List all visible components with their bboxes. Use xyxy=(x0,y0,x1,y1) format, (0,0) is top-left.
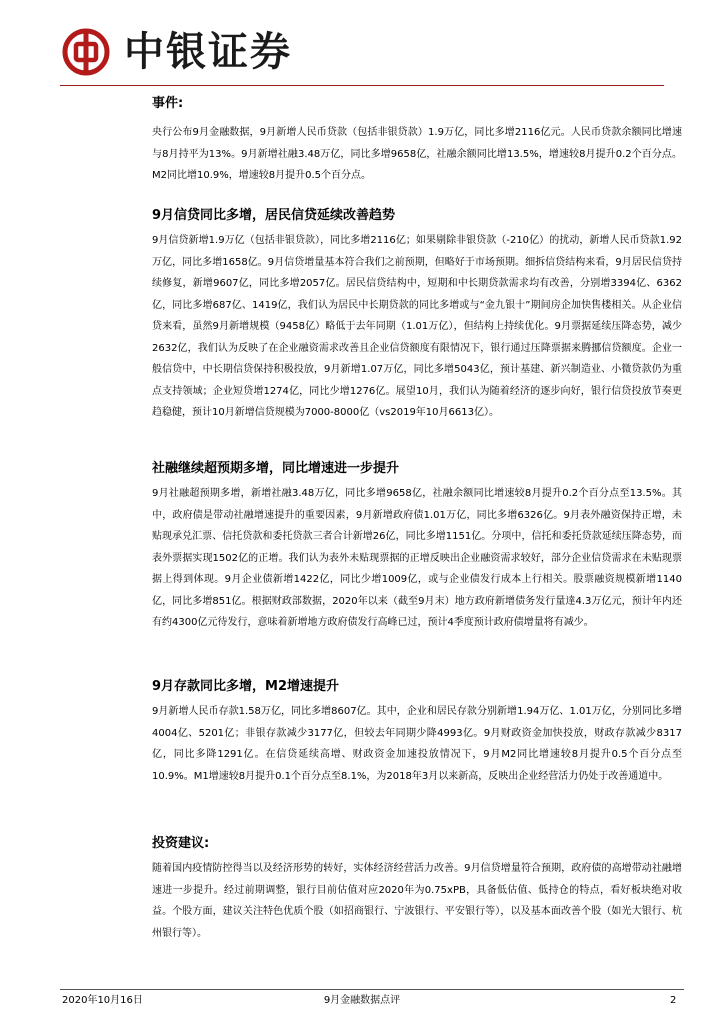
footer-divider xyxy=(60,989,684,990)
investment-advice-section xyxy=(152,835,682,944)
bank-of-china-logo-icon xyxy=(62,28,110,76)
section-text: 9月信贷新增1.9万亿（包括非银贷款），同比多增2116亿；如果剔除非银贷款（-210亿）的扰动，新增人民币贷款1.92万亿，同比多增1658亿。9月信贷增量基本符合我们之前预期，但略好于市场预期。细拆信贷结构来看，9月居民信贷持续修复，新增9607亿，同比多增2057亿。居民信贷结构中，短期和中长期贷款需求均有改善，分别增3394亿、6362亿，同比多增687亿、1419亿，我们认为居民中长期贷款的同比多增或与“金九银十”期间房企加快售楼相关。从企业信贷来看，虽然9月新增规模（9458亿）略低于去年同期（1.01万亿），但结构上持续优化。9月票据延续压降态势，减少2632亿，我们认为反映了在企业融资需求改善且企业信贷额度有限情况下，银行通过压降票据来腾挪信贷额度。企业一般信贷中，中长期信贷保持积极投放，9月新增1.07万亿，同比多增5043亿，预计基建、新兴制造业、小微贷款仍为重点支持领域；企业短贷增1274亿，同比少增1276亿。展望10月，我们认为随着经济的逐步向好，银行信贷投放节奏更趋稳健，预计10月新增信贷规模为7000-8000亿（vs2019年10月6613亿）。 xyxy=(152,235,682,418)
section-title: 9月信贷同比多增，居民信贷延续改善趋势 xyxy=(152,208,396,223)
social-financing-section xyxy=(152,460,682,634)
credit-section xyxy=(152,207,682,424)
brand-name: 中银证券 xyxy=(124,28,292,75)
event-section xyxy=(152,95,682,187)
section-text: 9月新增人民币存款1.58万亿，同比多增8607亿。其中，企业和居民存款分别新增1.94万亿、1.01万亿，分别同比多增4004亿、5201亿；非银存款减少3177亿，但较去年同期少降4993亿。9月财政资金加快投放，财政存款减少8317亿，同比多降1291亿。在信贷延续高增、财政资金加速投放情况下，9月M2同比增速较8月提升0.5个百分点至10.9%。M1增速较8月提升0.1个百分点至8.1%，为2018年3月以来新高，反映出企业经营活力仍处于改善通道中。 xyxy=(152,706,682,782)
header-divider xyxy=(60,85,664,86)
footer-doc-title: 9月金融数据点评 xyxy=(323,995,401,1006)
deposit-section xyxy=(152,678,682,787)
report-header xyxy=(60,28,680,82)
section-text: 9月社融超预期多增，新增社融3.48万亿，同比多增9658亿，社融余额同比增速较8月提升0.2个百分点至13.5%。其中，政府债是带动社融增速提升的重要因素，9月新增政府债1.01万亿，同比多增6326亿。9月表外融资保持正增，未贴现承兑汇票、信托贷款和委托贷款三者合计新增26亿，同比多增1151亿。分项中，信托和委托贷款延续压降态势，而表外票据实现1502亿的正增。我们认为表外未贴现票据的正增反映出企业融资需求较好，部分企业信贷需求在未贴现票据上得到体现。9月企业债新增1422亿，同比少增1009亿，或与企业债发行成本上行相关。股票融资规模新增1140亿，同比多增851亿。根据财政部数据，2020年以来（截至9月末）地方政府新增债务发行量達4.3万亿元，预计年内还有约4300亿元待发行，意味着新增地方政府债发行高峰已过，预计4季度预计政府债增量将有减少。 xyxy=(152,488,682,628)
section-title: 社融继续超预期多增，同比增速进一步提升 xyxy=(152,461,400,476)
footer-date: 2020年10月16日 xyxy=(62,995,143,1006)
advice-title: 投资建议: xyxy=(152,836,210,851)
page-number: 2 xyxy=(670,995,677,1006)
advice-text: 随着国内疫情防控得当以及经济形势的转好，实体经济经营活力改善。9月信贷增量符合预期，政府债的高增带动社融增速进一步提升。经过前期调整，银行目前估值对应2020年为0.75xPB，具备低估值、低持仓的特点，看好板块绝对收益。个股方面，建议关注特色优质个股（如招商银行、宁波银行、平安银行等），以及基本面改善个股（如光大银行、杭州银行等）。 xyxy=(152,863,682,939)
section-title: 9月存款同比多增，M2增速提升 xyxy=(152,679,340,694)
event-title: 事件: xyxy=(152,96,184,111)
event-text: 央行公布9月金融数据，9月新增人民币贷款（包括非银贷款）1.9万亿，同比多增2116亿元。人民币贷款余额同比增速与8月持平为13%。9月新增社融3.48万亿，同比多增9658亿，社融余额同比增13.5%，增速较8月提升0.2个百分点。M2同比增10.9%，增速较8月提升0.5个百分点。 xyxy=(152,127,682,181)
